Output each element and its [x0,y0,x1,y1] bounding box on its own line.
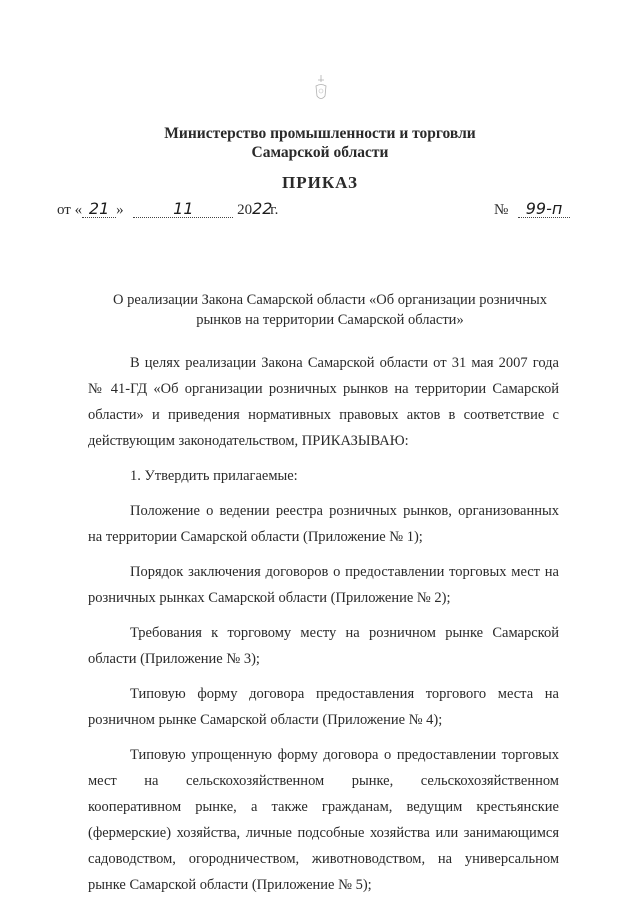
order-body [88,350,559,907]
ministry-line-2: Самарской области [251,144,389,161]
date-day: 21 [82,201,116,218]
body-paragraph: 1. Утвердить прилагаемые: [130,468,298,484]
number-label: № [493,202,509,218]
document-type: ПРИКАЗ [282,173,358,192]
ministry-header [0,124,640,162]
body-paragraph: Типовую упрощенную форму договора о предоставлении торговых мест на сельскохозяйственном рынке, сельскохозяйственном кооперативном рынке, а также гражданам, ведущим крестьянские (фермерские) хозяйства, личные подсобные хозяйства или занимающимся садоводством, огородничеством, животноводством, на универсальном рынке Самарской области (Приложение № 5); [88,747,559,893]
date-prefix: от « [57,202,83,218]
order-number [494,201,570,219]
ministry-line-1: Министерство промышленности и торговли [164,125,476,142]
body-paragraph: В целях реализации Закона Самарской области от 31 мая 2007 года № 41-ГД «Об организации розничных рынков на территории Самарской области» и приведения нормативных правовых актов в соответствие с действующим законодательством, ПРИКАЗЫВАЮ: [88,355,559,449]
date-year-prefix: 20 [237,202,253,218]
body-paragraph: Требования к торговому месту на розничном рынке Самарской области (Приложение № 3); [88,625,559,667]
date-mid: » [116,202,124,218]
subject-line-2: рынков на территории Самарской области» [196,312,464,328]
coat-of-arms-icon [306,72,336,106]
date-month: 11 [133,201,233,218]
order-subject [90,290,570,330]
date-suffix: г. [270,202,279,218]
body-paragraph: Положение о ведении реестра розничных рынков, организованных на территории Самарской области (Приложение № 1); [88,503,559,545]
date-year-suffix: 22 [252,199,273,218]
body-paragraph: Типовую форму договора предоставления торгового места на розничном рынке Самарской области (Приложение № 4); [88,686,559,728]
order-date [57,201,278,219]
number-value: 99-п [518,201,570,218]
subject-line-1: О реализации Закона Самарской области «Об организации розничных [113,292,547,308]
body-paragraph: Порядок заключения договоров о предоставлении торговых мест на розничных рынках Самарской области (Приложение № 2); [88,564,559,606]
